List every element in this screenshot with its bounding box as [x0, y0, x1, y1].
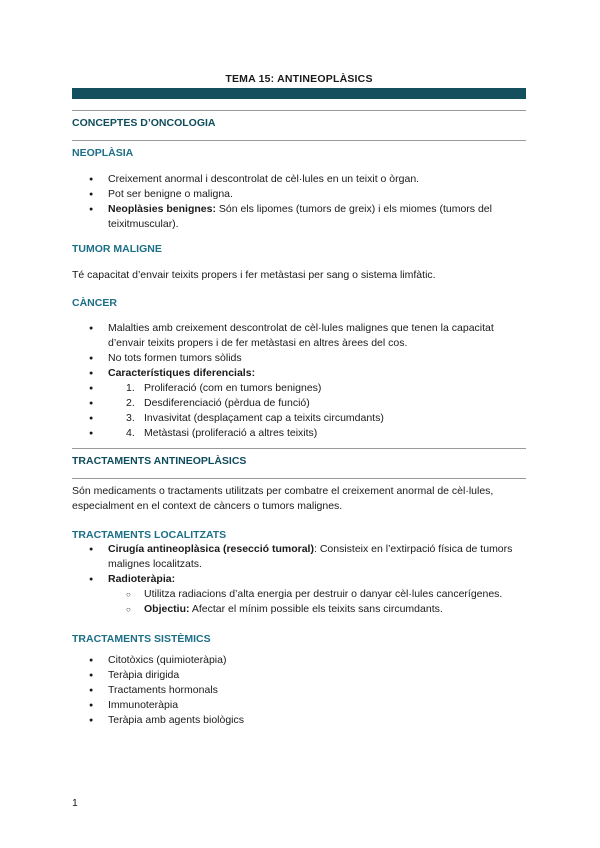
list-item: ● No tots formen tumors sòlids — [72, 351, 526, 366]
radio-label: Radioteràpia: — [108, 573, 176, 585]
divider — [72, 478, 526, 479]
feature-item: ● 3. Invasivitat (desplaçament cap a teixits circumdants) — [72, 411, 526, 426]
subheading-tumor: TUMOR MALIGNE — [72, 243, 162, 255]
list-item: ● Pot ser benigne o maligna. — [72, 187, 526, 202]
surgery-label: Cirugía antineoplàsica (resecció tumoral) — [108, 543, 314, 555]
list-item: ● Malalties amb creixement descontrolat de cèl·lules malignes que tenen la capacitat d’envair teixits propers i de fer metàstasi en altres àrees del cos. — [72, 321, 526, 351]
neoplasia-list — [72, 172, 526, 232]
list-item: ● Creixement anormal i descontrolat de cèl·lules en un teixit o òrgan. — [72, 172, 526, 187]
sublist-item: ○ Objectiu: Afectar el mínim possible els teixits sans circumdants. — [72, 602, 526, 617]
page-number: 1 — [72, 797, 78, 809]
benign-label: Neoplàsies benignes: — [108, 203, 216, 215]
list-item: ● Immunoteràpia — [72, 698, 526, 713]
surgery-text: : Consisteix en l’extirpació física de tumors malignes localitzats. — [108, 543, 513, 570]
sublist-item: ○ Utilitza radiacions d’alta energia per destruir o danyar cèl·lules cancerígenes. — [72, 587, 526, 602]
local-list — [72, 542, 526, 617]
cancer-list — [72, 321, 526, 441]
document-title: TEMA 15: ANTINEOPLÀSICS — [225, 73, 373, 85]
divider — [72, 110, 526, 111]
list-item: ● Teràpia amb agents biològics — [72, 713, 526, 728]
systemic-list — [72, 653, 526, 728]
section-heading-concepts: CONCEPTES D’ONCOLOGIA — [72, 117, 216, 129]
radio-sublist — [72, 587, 526, 617]
section-heading-treatments: TRACTAMENTS ANTINEOPLÀSICS — [72, 455, 247, 467]
list-item: ● Tractaments hormonals — [72, 683, 526, 698]
treatments-intro: Són medicaments o tractaments utilitzats per combatre el creixement anormal de cèl·lules, especialment en el context de càncers o tumors malignes. — [72, 485, 494, 512]
divider — [72, 140, 526, 141]
tumor-text: Té capacitat d’envair teixits propers i fer metàstasi per sang o sistema limfàtic. — [72, 269, 436, 281]
title-bar — [72, 88, 526, 99]
benign-text: Són els lipomes (tumors de greix) i els miomes (tumors del teixitmuscular). — [108, 203, 492, 230]
feature-item: ● 4. Metàstasi (proliferació a altres teixits) — [72, 426, 526, 441]
subheading-cancer: CÀNCER — [72, 297, 117, 309]
list-item — [72, 542, 526, 572]
list-item — [72, 572, 526, 617]
list-item — [72, 366, 526, 441]
subheading-local: TRACTAMENTS LOCALITZATS — [72, 529, 227, 541]
subheading-neoplasia: NEOPLÀSIA — [72, 147, 134, 159]
features-list — [72, 381, 526, 441]
divider — [72, 448, 526, 449]
list-item: ● Teràpia dirigida — [72, 668, 526, 683]
feature-item: ● 1. Proliferació (com en tumors benignes) — [72, 381, 526, 396]
subheading-systemic: TRACTAMENTS SISTÈMICS — [72, 633, 211, 645]
feature-item: ● 2. Desdiferenciació (pèrdua de funció) — [72, 396, 526, 411]
list-item — [72, 202, 526, 232]
list-item: ● Citotòxics (quimioteràpia) — [72, 653, 526, 668]
features-label: Característiques diferencials: — [108, 367, 256, 379]
